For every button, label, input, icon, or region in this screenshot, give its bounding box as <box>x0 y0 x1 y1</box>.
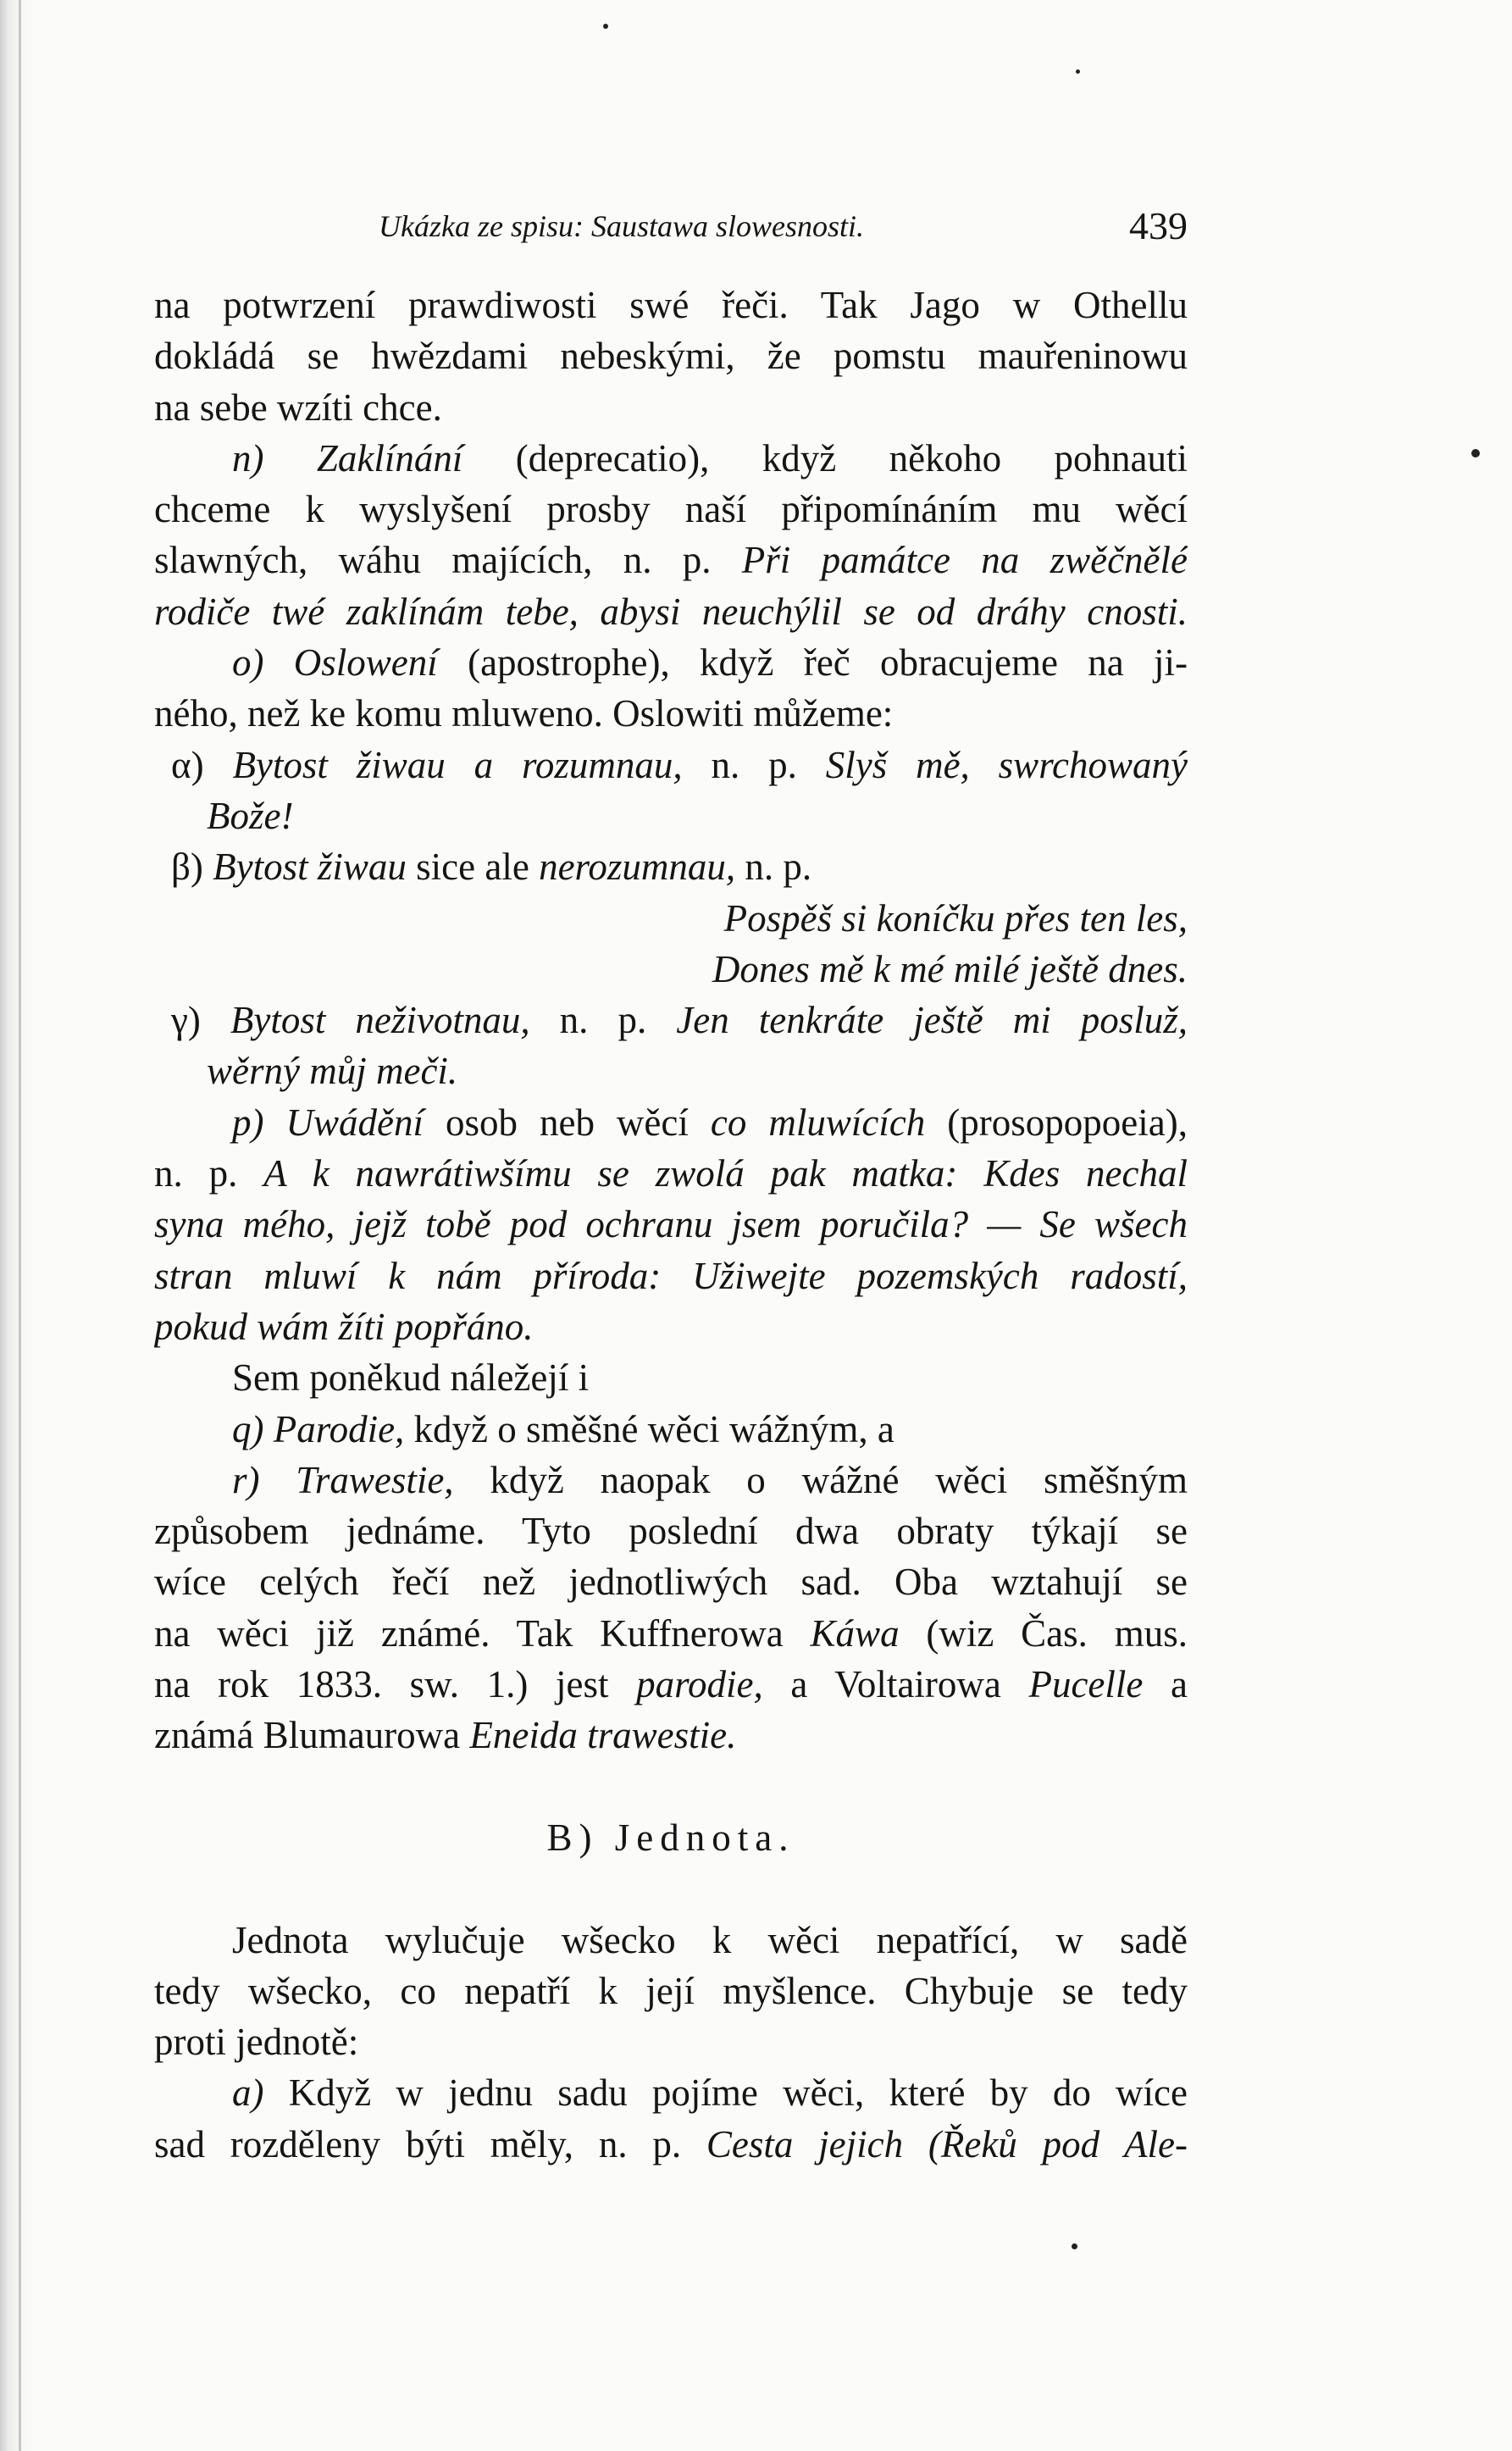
text-line <box>154 1710 1188 1761</box>
italic-run: a) <box>232 2071 264 2115</box>
blank-line <box>154 1863 1188 1914</box>
text-run: n. p. <box>529 999 677 1042</box>
text-run: γ) <box>171 999 230 1042</box>
text-line <box>154 790 1188 841</box>
italic-run: Bytost žiwau a rozumnau, <box>232 743 683 786</box>
body-text <box>154 280 1188 2170</box>
text-line <box>154 535 1188 585</box>
italic-run: Bytost neživotnau, <box>230 999 530 1042</box>
scan-speck <box>603 24 608 29</box>
italic-run: r) Trawestie, <box>232 1458 454 1501</box>
text-line <box>154 586 1188 637</box>
text-line: ného, než ke komu mluweno. Oslowiti můžeme: <box>154 692 894 735</box>
text-run: a <box>1143 1663 1188 1706</box>
text-line: chceme k wyslyšení prosby naší připomínáním mu wěcí <box>154 488 1188 531</box>
text-line <box>154 944 1188 995</box>
text-run: n. p. <box>735 846 812 889</box>
text-line <box>154 2119 1188 2170</box>
italic-run: stran mluwí k nám příroda: Užiwejte pozemských radostí, <box>154 1254 1188 1297</box>
italic-run: A k nawrátiwšímu se zwolá pak matka: Kdes nechal <box>263 1152 1188 1195</box>
italic-run: n) Zaklínání <box>232 436 463 480</box>
text-line <box>154 1045 1188 1096</box>
text-line <box>154 893 1188 944</box>
text-line: Jednota wylučuje wšecko k wěci nepatřící, w sadě <box>232 1918 1188 1961</box>
text-run: když o směšné wěci wážným, a <box>404 1407 894 1450</box>
text-line <box>154 841 1188 892</box>
italic-run: p) Uwádění <box>232 1101 424 1144</box>
blank-line <box>154 1761 1188 1812</box>
text-run: n. p. <box>682 743 826 786</box>
text-line <box>154 637 1188 688</box>
text-run: osob neb wěcí <box>423 1101 711 1144</box>
text-run: sice ale <box>406 846 540 889</box>
text-run: na rok 1833. sw. 1.) jest <box>154 1663 637 1706</box>
italic-run: Káwa <box>810 1611 900 1655</box>
page-header <box>154 203 1188 254</box>
text-run: známá Blumaurowa <box>154 1714 470 1757</box>
text-line: na potwrzení prawdiwosti swé řeči. Tak Jago w Othellu <box>154 284 1188 326</box>
scan-speck <box>1076 69 1080 74</box>
text-line <box>154 2067 1188 2118</box>
text-line: tedy wšecko, co nepatří k její myšlence. Chybuje se tedy <box>154 1969 1188 2012</box>
italic-run: Bože! <box>207 794 294 837</box>
text-run: (apostrophe), když řeč obracujeme na ji- <box>437 641 1188 685</box>
text-run: (wiz Čas. mus. <box>899 1611 1188 1655</box>
italic-run: Pospěš si koníčku přes ten les, <box>723 896 1188 940</box>
text-run: β) <box>171 846 213 889</box>
text-line <box>154 1199 1188 1250</box>
italic-run: nerozumnau, <box>539 846 736 889</box>
text-run: (deprecatio), když někoho pohnauti <box>462 436 1188 480</box>
page-number: 439 <box>1129 204 1188 247</box>
italic-run: parodie, <box>636 1663 763 1706</box>
italic-run: Při památce na zwěčnělé <box>741 539 1188 582</box>
italic-run: o) Oslowení <box>232 641 438 685</box>
text-line <box>154 1659 1188 1710</box>
scan-speck <box>1072 2243 1077 2249</box>
section-heading: B) Jednota. <box>546 1816 795 1859</box>
text-line <box>154 1455 1188 1506</box>
page-edge-shadow <box>0 0 34 2451</box>
text-line <box>154 1404 1188 1455</box>
italic-run: Slyš mě, swrchowaný <box>825 743 1188 786</box>
text-line: proti jednotě: <box>154 2021 359 2064</box>
scan-speck <box>1471 449 1480 457</box>
italic-run: rodiče twé zaklínám tebe, abysi neuchýlil se od dráhy cnosti. <box>154 590 1188 633</box>
italic-run: Dones mě k mé milé ještě dnes. <box>712 947 1188 990</box>
text-line: způsobem jednáme. Tyto poslední dwa obraty týkají se <box>154 1510 1188 1553</box>
text-line <box>154 433 1188 484</box>
italic-run: syna mého, jejž tobě pod ochranu jsem poručila? — Se wšech <box>154 1203 1188 1246</box>
text-run: když naopak o wážné wěci směšným <box>453 1458 1188 1501</box>
italic-run: pokud wám žíti popřáno. <box>154 1305 534 1348</box>
text-line <box>154 1250 1188 1301</box>
italic-run: Bytost žiwau <box>213 846 407 889</box>
text-line <box>154 1301 1188 1352</box>
italic-run: Jen tenkráte ještě mi posluž, <box>676 999 1188 1042</box>
text-run: Když w jednu sadu pojíme wěci, které by do wíce <box>263 2071 1188 2115</box>
text-run: n. p. <box>154 1152 264 1195</box>
text-line <box>154 1608 1188 1659</box>
text-line: wíce celých řečí než jednotliwých sad. Oba wztahují se <box>154 1561 1188 1604</box>
text-run: a Voltairowa <box>762 1663 1029 1706</box>
text-line <box>154 995 1188 1045</box>
italic-run: q) Parodie, <box>232 1407 405 1450</box>
italic-run: wěrný můj meči. <box>207 1050 458 1093</box>
text-line <box>154 740 1188 790</box>
text-run: sad rozděleny býti měly, n. p. <box>154 2122 706 2165</box>
binding-edge-line <box>19 0 21 2451</box>
text-run: (prosopopoeia), <box>925 1101 1188 1144</box>
text-line: Sem poněkud náležejí i <box>232 1356 590 1400</box>
text-line: na sebe wzíti chce. <box>154 385 442 429</box>
italic-run: co mluwících <box>710 1101 926 1144</box>
text-run: slawných, wáhu majících, n. p. <box>154 539 742 582</box>
text-line <box>154 1148 1188 1199</box>
running-title: Ukázka ze spisu: Saustawa slowesnosti. <box>379 209 865 243</box>
text-line: dokládá se hwězdami nebeskými, že pomstu mauřeninowu <box>154 335 1188 378</box>
italic-run: Pucelle <box>1028 1663 1144 1706</box>
italic-run: Eneida trawestie. <box>469 1714 737 1757</box>
text-line <box>154 1097 1188 1148</box>
text-run: na wěci již známé. Tak Kuffnerowa <box>154 1611 811 1655</box>
text-run: α) <box>171 743 233 786</box>
italic-run: Cesta jejich (Řeků pod Ale- <box>706 2122 1188 2165</box>
